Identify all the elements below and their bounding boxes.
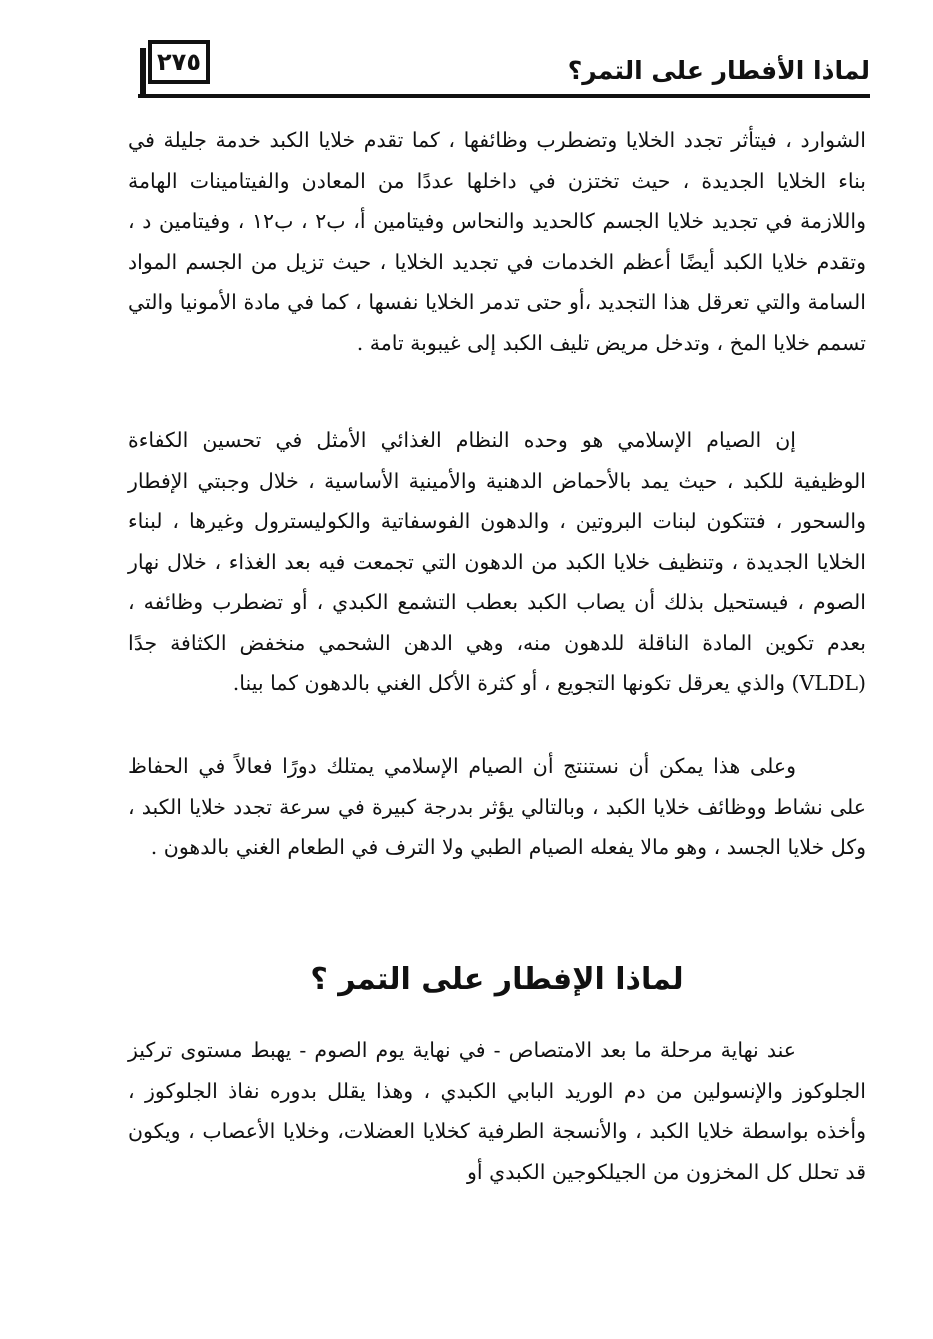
running-header — [130, 28, 870, 100]
running-header-title: لماذا الأفطار على التمر؟ — [567, 56, 870, 85]
section-heading: لماذا الإفطار على التمر ؟ — [310, 962, 684, 997]
page-number: ٢٧٥ — [148, 40, 210, 84]
header-rule — [138, 94, 870, 98]
paragraph-1: الشوارد ، فيتأثر تجدد الخلايا وتضطرب وظائفها ، كما تقدم خلايا الكبد خدمة جليلة في بناء الخلايا الجديدة ، حيث تختزن في داخلها عددًا من المعادن والفيتامينات الهامة واللازمة في تجديد خلايا الجسم كالحديد والنحاس وفيتامين أ، ب٢ ، ب١٢ ، وفيتامين د ، وتقدم خلايا الكبد أيضًا أعظم الخدمات في تجديد الخلايا ، حيث تزيل من الجسم المواد السامة والتي تعرقل هذا التجديد ،أو حتى تدمر الخلايا نفسها ، كما في مادة الأمونيا والتي تسمم خلايا المخ ، وتدخل مريض تليف الكبد إلى غيبوبة تامة . — [128, 128, 866, 355]
paragraph-3: وعلى هذا يمكن أن نستنتج أن الصيام الإسلامي يمتلك دورًا فعالاً في الحفاظ على نشاط ووظائف خلايا الكبد ، وبالتالي يؤثر بدرجة كبيرة في سرعة تجدد خلايا الكبد ، وكل خلايا الجسد ، وهو مالا يفعله الصيام الطبي ولا الترف في الطعام الغني بالدهون . — [128, 754, 866, 859]
paragraph-2: إن الصيام الإسلامي هو وحده النظام الغذائي الأمثل في تحسين الكفاءة الوظيفية للكبد ، حيث يمد بالأحماض الدهنية والأمينية الأساسية ، خلال وجبتي الإفطار والسحور ، فتتكون لبنات البروتين ، والدهون الفوسفاتية والكوليسترول وغيرها ، لبناء الخلايا الجديدة ، وتنظيف خلايا الكبد من الدهون التي تجمعت فيه بعد الغذاء ، خلال نهار الصوم ، فيستحيل بذلك أن يصاب الكبد بعطب التشمع الكبدي ، أو تضطرب وظائفه ، بعدم تكوين المادة الناقلة للدهون منه، وهي الدهن الشحمي منخفض الكثافة جدًا (VLDL) والذي يعرقل تكونها التجويع ، أو كثرة الأكل الغني بالدهون كما بينا. — [128, 428, 866, 695]
paragraph-block-4 — [128, 1030, 866, 1192]
paragraph-block-1 — [128, 120, 866, 363]
paragraph-4: عند نهاية مرحلة ما بعد الامتصاص - في نهاية يوم الصوم - يهبط مستوى تركيز الجلوكوز والإنسولين من دم الوريد البابي الكبدي ، وهذا يقلل بدوره نفاذ الجلوكوز ، وأخذه بواسطة خلايا الكبد ، والأنسجة الطرفية كخلايا العضلات، وخلايا الأعصاب ، ويكون قد تحلل كل المخزون من الجيلكوجين الكبدي أو — [128, 1038, 866, 1184]
paragraph-block-2 — [128, 420, 866, 704]
paragraph-block-3 — [128, 746, 866, 868]
